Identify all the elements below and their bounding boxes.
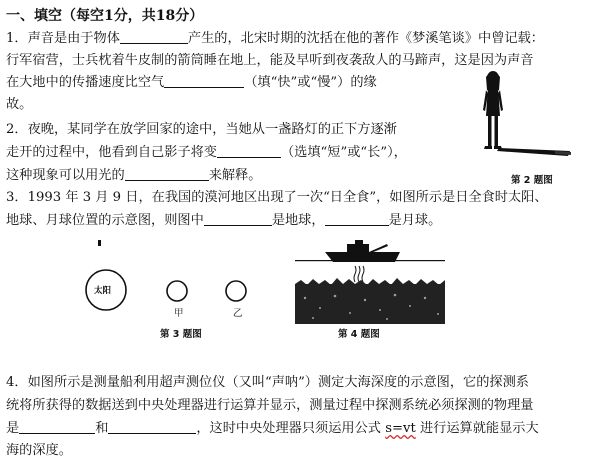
q3-blank-2[interactable]	[325, 211, 389, 226]
q4-blank-1[interactable]	[19, 419, 95, 434]
q1-blank-1[interactable]	[120, 29, 188, 44]
q3-line-1: 3．1993 年 3 月 9 日，在我国的漠河地区出现了一次“日全食”，如图所示是日全食时太阳、	[6, 190, 548, 205]
q4-formula: s=vt	[385, 421, 416, 436]
q1-line-1: 1．声音是由于物体 产生的，北宋时期的沈括在他的著作《梦溪笔谈》中曾记载：	[6, 31, 544, 46]
q1-line-4: 故。	[6, 97, 33, 112]
fig2-person-shadow-image	[455, 68, 575, 168]
fig3-b-label: 乙	[233, 308, 243, 319]
fig3-caption: 第 3 题图	[160, 329, 202, 340]
q2-blank-2[interactable]	[125, 166, 209, 181]
fig2-caption: 第 2 题图	[511, 175, 553, 186]
q2-line-3: 这种现象可以用光的 来解释。	[6, 168, 262, 183]
fig3-b-circle	[226, 281, 246, 301]
q4-blank-2[interactable]	[108, 419, 196, 434]
q2-line-2: 走开的过程中，他看到自己影子将变 （选填“短”或“长”），	[6, 145, 407, 160]
q4-line-3: 是 和 ，这时中央处理器只须运用公式 s=vt 进行运算就能显示大	[6, 421, 539, 436]
fig3-a-label: 甲	[174, 308, 184, 319]
q4-line-2: 统将所获得的数据送到中央处理器进行运算并显示，测量过程中探测系统必须探测的物理量	[6, 398, 534, 413]
q1-blank-2[interactable]	[164, 73, 244, 88]
q1-line-3: 在大地中的传播速度比空气 （填“快”或“慢”）的缘	[6, 75, 377, 90]
q2-blank-1[interactable]	[217, 143, 281, 158]
q2-line-1: 2．夜晚，某同学在放学回家的途中，当她从一盏路灯的正下方逐渐	[6, 122, 397, 137]
section-title: 一、填空（每空1分，共18分）	[6, 8, 204, 24]
fig4-sonar-ship-image	[295, 238, 445, 324]
q4-line-4: 海的深度。	[6, 443, 72, 458]
fig4-caption: 第 4 题图	[338, 329, 380, 340]
fig3-a-circle	[167, 281, 187, 301]
q4-line-1: 4．如图所示是测量船利用超声测位仪（又叫“声呐”）测定大海深度的示意图，它的探测系	[6, 375, 529, 390]
fig3-sun-label: 太阳	[94, 286, 112, 296]
q1-line-2: 行军宿营，士兵枕着牛皮制的箭筒睡在地上，能及早听到夜袭敌人的马蹄声，这是因为声音	[6, 53, 534, 68]
q3-line-2: 地球、月球位置的示意图，则图中 是地球， 是月球。	[6, 213, 442, 228]
q3-blank-1[interactable]	[204, 211, 272, 226]
